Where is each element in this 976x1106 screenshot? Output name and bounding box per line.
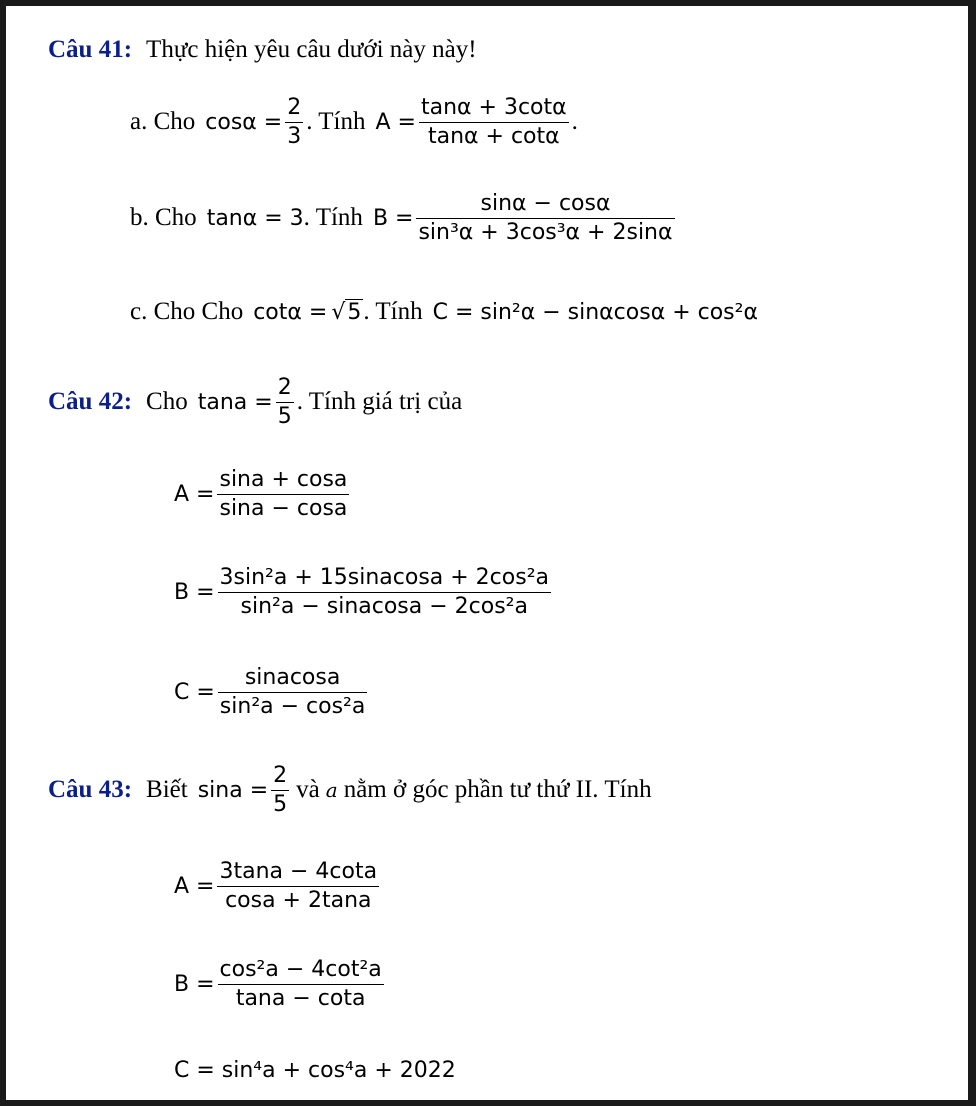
q41b-row — [130, 190, 968, 246]
q42-A-fraction — [217, 466, 349, 522]
q43-B-fraction — [218, 956, 384, 1012]
q43-label: Câu 43: — [48, 776, 133, 803]
q42-A-lhs: A = — [174, 481, 215, 507]
q41a-mid: . Tính — [306, 108, 366, 135]
q42-prefix: Cho — [146, 388, 188, 415]
q41-label: Câu 41: — [48, 36, 133, 63]
q43-given-fraction — [271, 762, 289, 818]
q43-B-lhs: B = — [174, 971, 215, 997]
q42-given-fraction — [276, 374, 294, 430]
q42-A-num: sina + cosa — [217, 466, 349, 495]
q42-A-row — [174, 466, 968, 522]
q43-prefix: Biết — [146, 776, 188, 803]
q43-given-num: 2 — [271, 762, 289, 791]
q41c-given-lhs: cotα = — [253, 299, 328, 325]
q41c-mid: . Tính — [363, 298, 423, 325]
q41-intro: Thực hiện yêu câu dưới này này! — [146, 36, 477, 63]
q43-C-expr: C = sin⁴a + cos⁴a + 2022 — [174, 1058, 456, 1083]
q43-given-lhs: sina = — [197, 777, 269, 803]
q42-given-lhs: tana = — [197, 389, 273, 415]
q41c-row — [130, 298, 968, 326]
q41c-expr: C = sin²α − sinαcosα + cos²α — [432, 299, 758, 325]
q42-B-fraction — [218, 564, 551, 620]
q43-B-num: cos²a − 4cot²a — [218, 956, 384, 985]
q41a-end: . — [571, 108, 578, 135]
q42-C-row — [174, 664, 968, 720]
q42-B-den: sin²a − sinacosa − 2cos²a — [240, 593, 528, 619]
q43-A-lhs: A = — [174, 873, 215, 899]
q42-B-num: 3sin²a + 15sinacosa + 2cos²a — [218, 564, 551, 593]
q41b-prefix: b. Cho — [130, 204, 197, 231]
q42-B-lhs: B = — [174, 579, 215, 605]
q41c-sqrt-radicand: 5 — [347, 299, 362, 325]
q41b-expr-den: sin³α + 3cos³α + 2sinα — [418, 219, 673, 245]
q43-suffix: nằm ở góc phần tư thứ II. Tính — [343, 776, 652, 803]
q43-C-row — [174, 1058, 968, 1083]
q41a-expr-num: tanα + 3cotα — [419, 94, 569, 123]
q43-and: và — [296, 776, 320, 803]
q41c-sqrt: √5 — [331, 299, 362, 325]
q41b-mid: . Tính — [303, 204, 363, 231]
q43-A-fraction — [217, 858, 379, 914]
q43-heading-row — [48, 762, 968, 818]
q42-given-num: 2 — [276, 374, 294, 403]
q42-suffix: . Tính giá trị của — [296, 388, 463, 415]
q42-C-fraction — [218, 664, 368, 720]
q41a-given-lhs: cosα = — [205, 109, 283, 135]
q43-A-num: 3tana − 4cota — [217, 858, 379, 887]
q42-C-den: sin²a − cos²a — [219, 693, 366, 719]
q41-heading-row — [48, 36, 968, 64]
q41b-given: tanα = 3 — [206, 205, 304, 231]
q41a-given-den: 3 — [287, 123, 302, 149]
q42-given-den: 5 — [277, 403, 292, 429]
q41b-expr-fraction — [416, 190, 674, 246]
q43-B-row — [174, 956, 968, 1012]
q41c-prefix: c. Cho Cho — [130, 298, 244, 325]
q42-label: Câu 42: — [48, 388, 133, 415]
q43-B-den: tana − cota — [235, 985, 366, 1011]
q41a-prefix: a. Cho — [130, 108, 196, 135]
q41a-given-fraction — [285, 94, 303, 150]
q41a-expr-fraction — [419, 94, 569, 150]
q41b-expr-num: sinα − cosα — [416, 190, 674, 219]
q41b-expr-lhs: B = — [372, 205, 414, 231]
q43-var: a — [325, 778, 338, 802]
q42-heading-row — [48, 374, 968, 430]
q42-C-num: sinacosa — [218, 664, 368, 693]
q42-A-den: sina − cosa — [219, 495, 348, 521]
q41a-given-num: 2 — [285, 94, 303, 123]
q43-A-den: cosa + 2tana — [225, 887, 372, 913]
q41a-expr-den: tanα + cotα — [427, 123, 560, 149]
q43-given-den: 5 — [273, 791, 288, 817]
q41a-row — [130, 94, 968, 150]
worksheet-page — [6, 6, 968, 1100]
q42-B-row — [174, 564, 968, 620]
q42-C-lhs: C = — [174, 679, 215, 705]
q43-A-row — [174, 858, 968, 914]
q41a-expr-lhs: A = — [375, 109, 416, 135]
